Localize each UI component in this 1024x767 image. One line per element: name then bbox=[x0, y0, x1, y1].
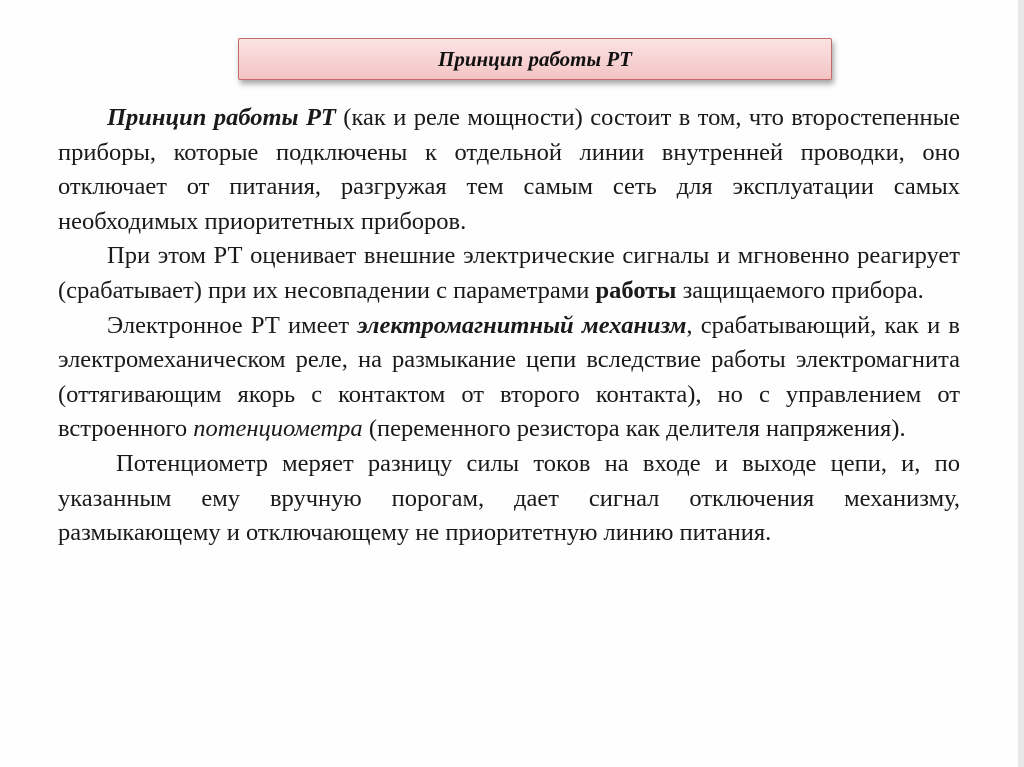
paragraph-3-text-2: , срабатывающий, как и в электромеханическом реле, на размыкание цепи вследствие работы электромагнита (оттягивающим якорь с контактом от второго контакта), но с управлением от встроенного bbox=[58, 311, 960, 443]
paragraph-3-italic: потенциометра bbox=[193, 415, 363, 443]
paragraph-1-text: (как и реле мощности) состоит в том, что второстепенные приборы, которые подключены к отдельной линии внутренней проводки, оно отключает от питания, разгружая тем самым сеть для эксплуатации самых необходимых приоритетных приборов. bbox=[58, 104, 960, 235]
paragraph-1 bbox=[58, 101, 960, 239]
slide-body bbox=[58, 101, 960, 551]
paragraph-3 bbox=[58, 309, 960, 447]
paragraph-3-text-1: Электронное РТ имеет bbox=[107, 311, 358, 339]
paragraph-3-bold-italic: электромагнитный механизм bbox=[357, 311, 687, 339]
title-banner bbox=[238, 38, 832, 80]
paragraph-2 bbox=[58, 239, 960, 308]
paragraph-2-bold: работы bbox=[595, 276, 677, 304]
paragraph-4 bbox=[58, 447, 960, 551]
paragraph-2-text-2: защищаемого прибора. bbox=[676, 276, 924, 304]
paragraph-2-text-1: При этом РТ оценивает внешние электрические сигналы и мгновенно реагирует (срабатывает) при их несовпадении с параметрами bbox=[58, 242, 960, 304]
paragraph-3-text-3: (переменного резистора как делителя напряжения). bbox=[362, 415, 906, 443]
slide-title: Принцип работы РТ bbox=[438, 46, 632, 71]
paragraph-1-lead: Принцип работы РТ bbox=[107, 104, 336, 131]
paragraph-4-text: Потенциометр меряет разницу силы токов на входе и выходе цепи, и, по указанным ему вручную порогам, дает сигнал отключения механизму, размыкающему и отключающему не приоритетную линию питания. bbox=[58, 449, 960, 547]
